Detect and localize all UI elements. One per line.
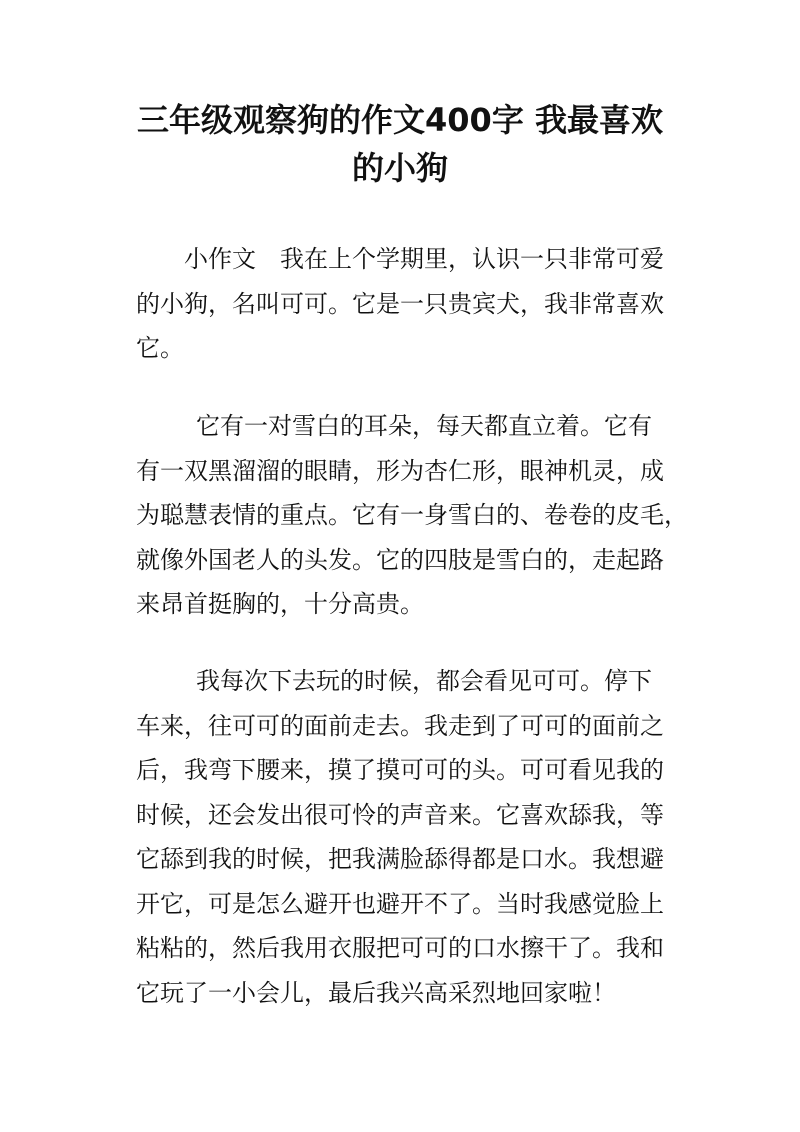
- paragraph-line: 车来，往可可的面前走去。我走到了可可的面前之: [136, 711, 664, 740]
- paragraph-line: 就像外国老人的头发。它的四肢是雪白的，走起路: [136, 545, 664, 574]
- paragraph-line: 来昂首挺胸的，十分高贵。: [136, 590, 424, 618]
- paragraph-line: 它。: [136, 334, 184, 362]
- paragraph-1: [136, 237, 672, 371]
- paragraph-2: [136, 404, 688, 627]
- paragraph-line: 它舔到我的时候，把我满脸舔得都是口水。我想避: [136, 845, 664, 873]
- paragraph-line: 它有一对雪白的耳朵，每天都直立着。它有: [196, 412, 652, 440]
- title-line: 的小狗: [351, 149, 448, 187]
- paragraph-line: 的小狗，名叫可可。它是一只贵宾犬，我非常喜欢: [136, 289, 664, 318]
- paragraph-3: [136, 659, 672, 1015]
- paragraph-line: 时候，还会发出很可怜的声音来。它喜欢舔我，等: [136, 800, 664, 829]
- title-line: 三年级观察狗的作文400字 我最喜欢: [137, 101, 663, 139]
- paragraph-line: 为聪慧表情的重点。它有一身雪白的、卷卷的皮毛，: [136, 501, 688, 529]
- paragraph-line: 它玩了一小会儿，最后我兴高采烈地回家啦！: [136, 978, 616, 1007]
- paragraph-line: 后，我弯下腰来，摸了摸可可的头。可可看见我的: [136, 756, 664, 784]
- paragraph-line: 有一双黑溜溜的眼睛，形为杏仁形，眼神机灵，成: [136, 456, 664, 485]
- paragraph-line: 小作文 我在上个学期里，认识一只非常可爱: [184, 245, 664, 273]
- paragraph-line: 我每次下去玩的时候，都会看见可可。停下: [196, 667, 652, 695]
- paragraph-line: 粘粘的，然后我用衣服把可可的口水擦干了。我和: [136, 934, 664, 962]
- document-title: [100, 96, 700, 192]
- paragraph-line: 开它，可是怎么避开也避开不了。当时我感觉脸上: [136, 889, 664, 918]
